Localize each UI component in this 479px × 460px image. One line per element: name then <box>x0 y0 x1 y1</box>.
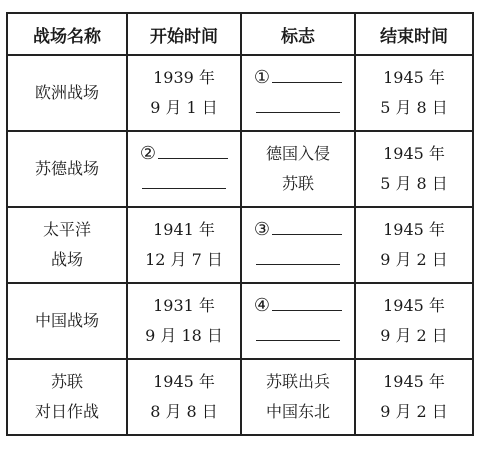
table-row <box>7 207 473 283</box>
cell-start <box>127 55 241 131</box>
start-line: 1931 年 <box>153 296 215 315</box>
cell-sign <box>241 207 355 283</box>
cell-sign <box>241 359 355 435</box>
end-line: 5 月 8 日 <box>380 174 448 193</box>
start-blank-line[interactable] <box>128 169 240 199</box>
fill-in-blank[interactable] <box>256 246 340 265</box>
fill-in-blank[interactable] <box>256 94 340 113</box>
blank-marker: ① <box>253 67 271 88</box>
sign-blank-line[interactable] <box>242 245 354 275</box>
sign-blank-line[interactable] <box>242 93 354 123</box>
blank-marker: ② <box>139 143 157 164</box>
sign-blank-line[interactable] <box>242 321 354 351</box>
cell-name <box>7 131 127 207</box>
name-line: 中国战场 <box>34 311 99 330</box>
start-line: 8 月 8 日 <box>150 402 218 421</box>
fill-in-blank[interactable] <box>272 216 342 235</box>
header-sign: 标志 <box>241 13 355 55</box>
end-line: 1945 年 <box>383 296 445 315</box>
name-line: 太平洋 <box>42 220 91 239</box>
start-line: 9 月 1 日 <box>150 98 218 117</box>
end-line: 1945 年 <box>383 372 445 391</box>
sign-line: 苏联 <box>281 174 314 193</box>
end-line: 9 月 2 日 <box>380 326 448 345</box>
end-line: 5 月 8 日 <box>380 98 448 117</box>
cell-end <box>355 131 473 207</box>
cell-start <box>127 283 241 359</box>
cell-start <box>127 207 241 283</box>
header-battlefield-name: 战场名称 <box>7 13 127 55</box>
start-blank-line[interactable] <box>128 139 240 169</box>
table-row <box>7 131 473 207</box>
blank-marker: ④ <box>253 295 271 316</box>
header-start-time: 开始时间 <box>127 13 241 55</box>
table-row <box>7 55 473 131</box>
cell-end <box>355 359 473 435</box>
start-line: 1941 年 <box>153 220 215 239</box>
start-line: 12 月 7 日 <box>145 250 223 269</box>
cell-end <box>355 55 473 131</box>
sign-line: 苏联出兵 <box>265 372 330 391</box>
cell-name <box>7 55 127 131</box>
cell-end <box>355 207 473 283</box>
name-line: 战场 <box>50 250 83 269</box>
end-line: 1945 年 <box>383 68 445 87</box>
end-line: 9 月 2 日 <box>380 402 448 421</box>
header-end-time: 结束时间 <box>355 13 473 55</box>
fill-in-blank[interactable] <box>142 170 226 189</box>
sign-blank-line[interactable] <box>242 215 354 245</box>
cell-sign <box>241 131 355 207</box>
table-header-row <box>7 13 473 55</box>
blank-marker: ③ <box>253 219 271 240</box>
start-line: 1945 年 <box>153 372 215 391</box>
cell-sign <box>241 55 355 131</box>
cropped-text-top <box>0 0 479 8</box>
sign-line: 德国入侵 <box>265 144 330 163</box>
fill-in-blank[interactable] <box>272 292 342 311</box>
table-row <box>7 283 473 359</box>
end-line: 9 月 2 日 <box>380 250 448 269</box>
fill-in-blank[interactable] <box>158 140 228 159</box>
fill-in-blank[interactable] <box>272 64 342 83</box>
name-line: 苏联 <box>50 372 83 391</box>
sign-blank-line[interactable] <box>242 291 354 321</box>
cell-name <box>7 359 127 435</box>
sign-line: 中国东北 <box>265 402 330 421</box>
fill-in-blank[interactable] <box>256 322 340 341</box>
start-line: 1939 年 <box>153 68 215 87</box>
sign-blank-line[interactable] <box>242 63 354 93</box>
end-line: 1945 年 <box>383 144 445 163</box>
table-row <box>7 359 473 435</box>
name-line: 对日作战 <box>34 402 99 421</box>
battlefields-table <box>6 12 474 436</box>
cell-sign <box>241 283 355 359</box>
start-line: 9 月 18 日 <box>145 326 223 345</box>
cell-start <box>127 359 241 435</box>
cell-name <box>7 283 127 359</box>
cell-start <box>127 131 241 207</box>
end-line: 1945 年 <box>383 220 445 239</box>
cell-name <box>7 207 127 283</box>
cell-end <box>355 283 473 359</box>
name-line: 欧洲战场 <box>34 83 99 102</box>
name-line: 苏德战场 <box>34 159 99 178</box>
